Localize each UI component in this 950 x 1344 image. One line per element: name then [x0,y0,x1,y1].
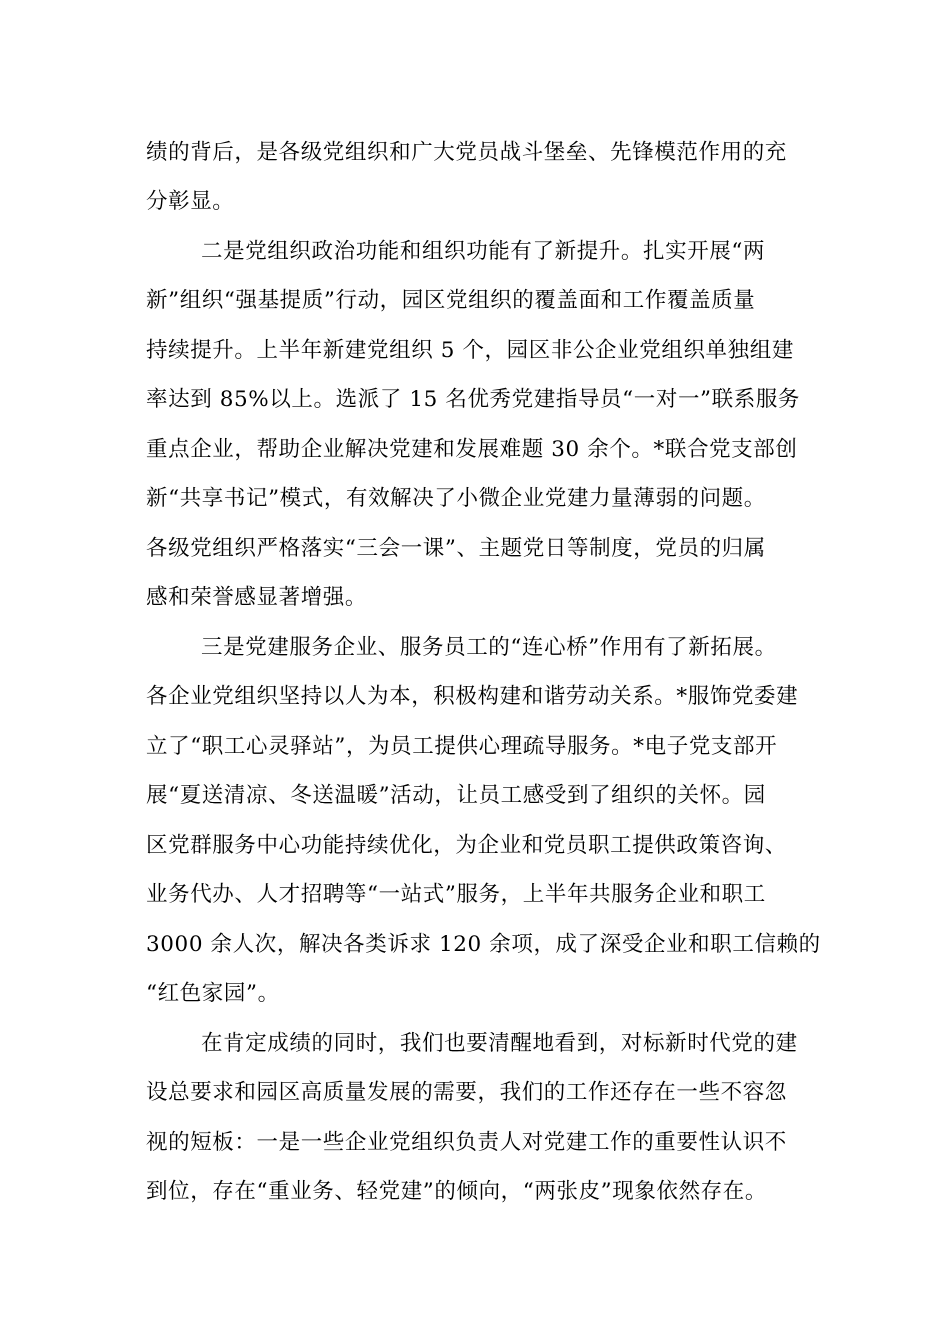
paragraph-start-line: 在肯定成绩的同时，我们也要清醒地看到，对标新时代党的建 [201,1031,798,1056]
text-line: 立了“职工心灵驿站”，为员工提供心理疏导服务。*电子党支部开 [146,734,778,759]
paragraph-start-line: 三是党建服务企业、服务员工的“连心桥”作用有了新拓展。 [201,635,777,660]
text-line: 持续提升。上半年新建党组织 5 个，园区非公企业党组织单独组建 [146,338,794,363]
text-line: 率达到 85%以上。选派了 15 名优秀党建指导员“一对一”联系服务 [146,387,801,412]
text-line: 感和荣誉感显著增强。 [146,585,368,610]
text-line: 分彰显。 [146,189,235,214]
text-line: 到位，存在“重业务、轻党建”的倾向，“两张皮”现象依然存在。 [146,1179,767,1204]
text-line: 新“共享书记”模式，有效解决了小微企业党建力量薄弱的问题。 [146,486,766,511]
text-line: 各级党组织严格落实“三会一课”、主题党日等制度，党员的归属 [146,536,766,561]
text-line: 业务代办、人才招聘等“一站式”服务，上半年共服务企业和职工 [146,882,766,907]
text-line: 绩的背后，是各级党组织和广大党员战斗堡垒、先锋模范作用的充 [146,140,787,165]
text-line: 各企业党组织坚持以人为本，积极构建和谐劳动关系。*服饰党委建 [146,684,799,709]
text-line: 3000 余人次，解决各类诉求 120 余项，成了深受企业和职工信赖的 [146,932,821,957]
text-line: 重点企业，帮助企业解决党建和发展难题 30 余个。*联合党支部创 [146,437,798,462]
text-line: 新”组织“强基提质”行动，园区党组织的覆盖面和工作覆盖质量 [146,288,756,313]
text-line: 展“夏送清凉、冬送温暖”活动，让员工感受到了组织的关怀。园 [146,783,766,808]
text-line: 设总要求和园区高质量发展的需要，我们的工作还存在一些不容忽 [146,1080,787,1105]
text-line: “红色家园”。 [146,981,280,1006]
text-line: 区党群服务中心功能持续优化，为企业和党员职工提供政策咨询、 [146,833,787,858]
paragraph-start-line: 二是党组织政治功能和组织功能有了新提升。扎实开展“两 [201,239,766,264]
text-line: 视的短板：一是一些企业党组织负责人对党建工作的重要性认识不 [146,1130,787,1155]
